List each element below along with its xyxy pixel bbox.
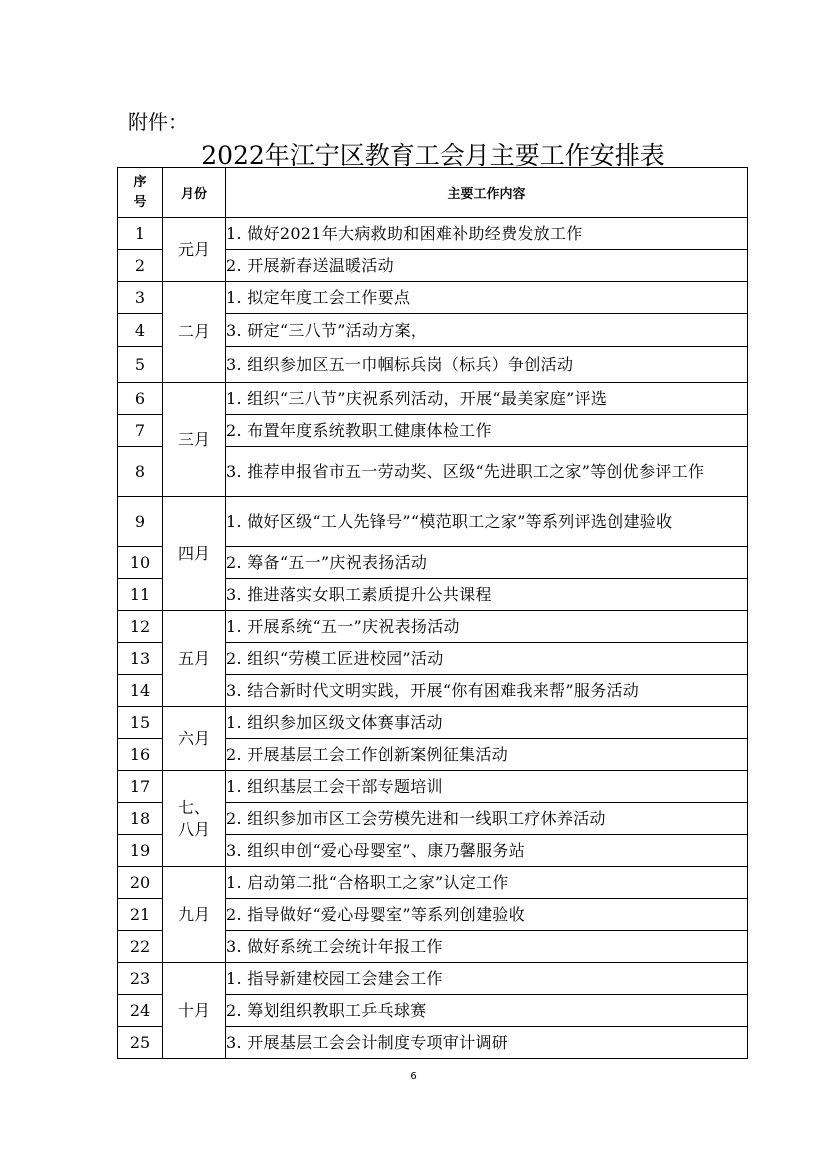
row-number: 18 <box>118 803 163 835</box>
row-number: 16 <box>118 739 163 771</box>
month-cell: 三月 <box>163 383 226 497</box>
row-number: 3 <box>118 282 163 314</box>
task-cell: 2. 布置年度系统教职工健康体检工作 <box>226 415 748 447</box>
row-number: 6 <box>118 383 163 415</box>
row-number: 10 <box>118 547 163 579</box>
row-number: 17 <box>118 771 163 803</box>
task-cell: 1. 开展系统“五一”庆祝表扬活动 <box>226 611 748 643</box>
task-cell: 2. 开展新春送温暖活动 <box>226 250 748 282</box>
task-cell: 3. 开展基层工会会计制度专项审计调研 <box>226 1027 748 1059</box>
attachment-label: 附件： <box>128 110 188 134</box>
row-number: 14 <box>118 675 163 707</box>
row-number: 9 <box>118 497 163 547</box>
task-cell: 2. 筹划组织教职工乒乓球赛 <box>226 995 748 1027</box>
task-cell: 1. 启动第二批“合格职工之家”认定工作 <box>226 867 748 899</box>
task-cell: 1. 组织“三八节”庆祝系列活动，开展“最美家庭”评选 <box>226 383 748 415</box>
row-number: 5 <box>118 347 163 383</box>
table-row <box>118 218 748 250</box>
month-cell: 六月 <box>163 707 226 771</box>
task-cell: 3. 推荐申报省市五一劳动奖、区级“先进职工之家”等创优参评工作 <box>226 447 748 497</box>
task-cell: 3. 推进落实女职工素质提升公共课程 <box>226 579 748 611</box>
task-cell: 2. 指导做好“爱心母婴室”等系列创建验收 <box>226 899 748 931</box>
task-cell: 3. 组织申创“爱心母婴室”、康乃馨服务站 <box>226 835 748 867</box>
header-month: 月份 <box>163 168 226 218</box>
page-number: 6 <box>410 1071 417 1082</box>
task-cell: 1. 组织基层工会干部专题培训 <box>226 771 748 803</box>
month-cell: 七、八月 <box>163 771 226 867</box>
row-number: 19 <box>118 835 163 867</box>
row-number: 24 <box>118 995 163 1027</box>
task-cell: 1. 组织参加区级文体赛事活动 <box>226 707 748 739</box>
month-cell: 五月 <box>163 611 226 707</box>
table-row <box>118 383 748 415</box>
row-number: 23 <box>118 963 163 995</box>
table-row <box>118 497 748 547</box>
task-cell: 1. 做好区级“工人先锋号”“模范职工之家”等系列评选创建验收 <box>226 497 748 547</box>
row-number: 2 <box>118 250 163 282</box>
row-number: 25 <box>118 1027 163 1059</box>
row-number: 1 <box>118 218 163 250</box>
task-cell: 1. 做好2021年大病救助和困难补助经费发放工作 <box>226 218 748 250</box>
task-cell: 2. 组织“劳模工匠进校园”活动 <box>226 643 748 675</box>
task-cell: 2. 筹备“五一”庆祝表扬活动 <box>226 547 748 579</box>
schedule-table <box>117 167 748 1059</box>
task-cell: 2. 开展基层工会工作创新案例征集活动 <box>226 739 748 771</box>
month-cell: 元月 <box>163 218 226 282</box>
table-row <box>118 771 748 803</box>
task-cell: 3. 研定“三八节”活动方案， <box>226 314 748 347</box>
month-cell: 二月 <box>163 282 226 383</box>
row-number: 8 <box>118 447 163 497</box>
table-row <box>118 707 748 739</box>
row-number: 13 <box>118 643 163 675</box>
header-row <box>118 168 748 218</box>
header-no: 序号 <box>118 168 163 218</box>
header-content: 主要工作内容 <box>226 168 748 218</box>
row-number: 7 <box>118 415 163 447</box>
task-cell: 3. 做好系统工会统计年报工作 <box>226 931 748 963</box>
task-cell: 3. 结合新时代文明实践，开展“你有困难我来帮”服务活动 <box>226 675 748 707</box>
row-number: 21 <box>118 899 163 931</box>
schedule-body <box>118 218 748 1059</box>
month-cell: 十月 <box>163 963 226 1059</box>
task-cell: 1. 指导新建校园工会建会工作 <box>226 963 748 995</box>
month-cell: 四月 <box>163 497 226 611</box>
table-row <box>118 867 748 899</box>
task-cell: 2. 组织参加市区工会劳模先进和一线职工疗休养活动 <box>226 803 748 835</box>
row-number: 15 <box>118 707 163 739</box>
row-number: 4 <box>118 314 163 347</box>
task-cell: 3. 组织参加区五一巾帼标兵岗（标兵）争创活动 <box>226 347 748 383</box>
row-number: 22 <box>118 931 163 963</box>
table-row <box>118 963 748 995</box>
task-cell: 1. 拟定年度工会工作要点 <box>226 282 748 314</box>
row-number: 11 <box>118 579 163 611</box>
page-title: 2022年江宁区教育工会月主要工作安排表 <box>201 141 665 170</box>
row-number: 20 <box>118 867 163 899</box>
table-row <box>118 611 748 643</box>
table-row <box>118 282 748 314</box>
month-cell: 九月 <box>163 867 226 963</box>
row-number: 12 <box>118 611 163 643</box>
